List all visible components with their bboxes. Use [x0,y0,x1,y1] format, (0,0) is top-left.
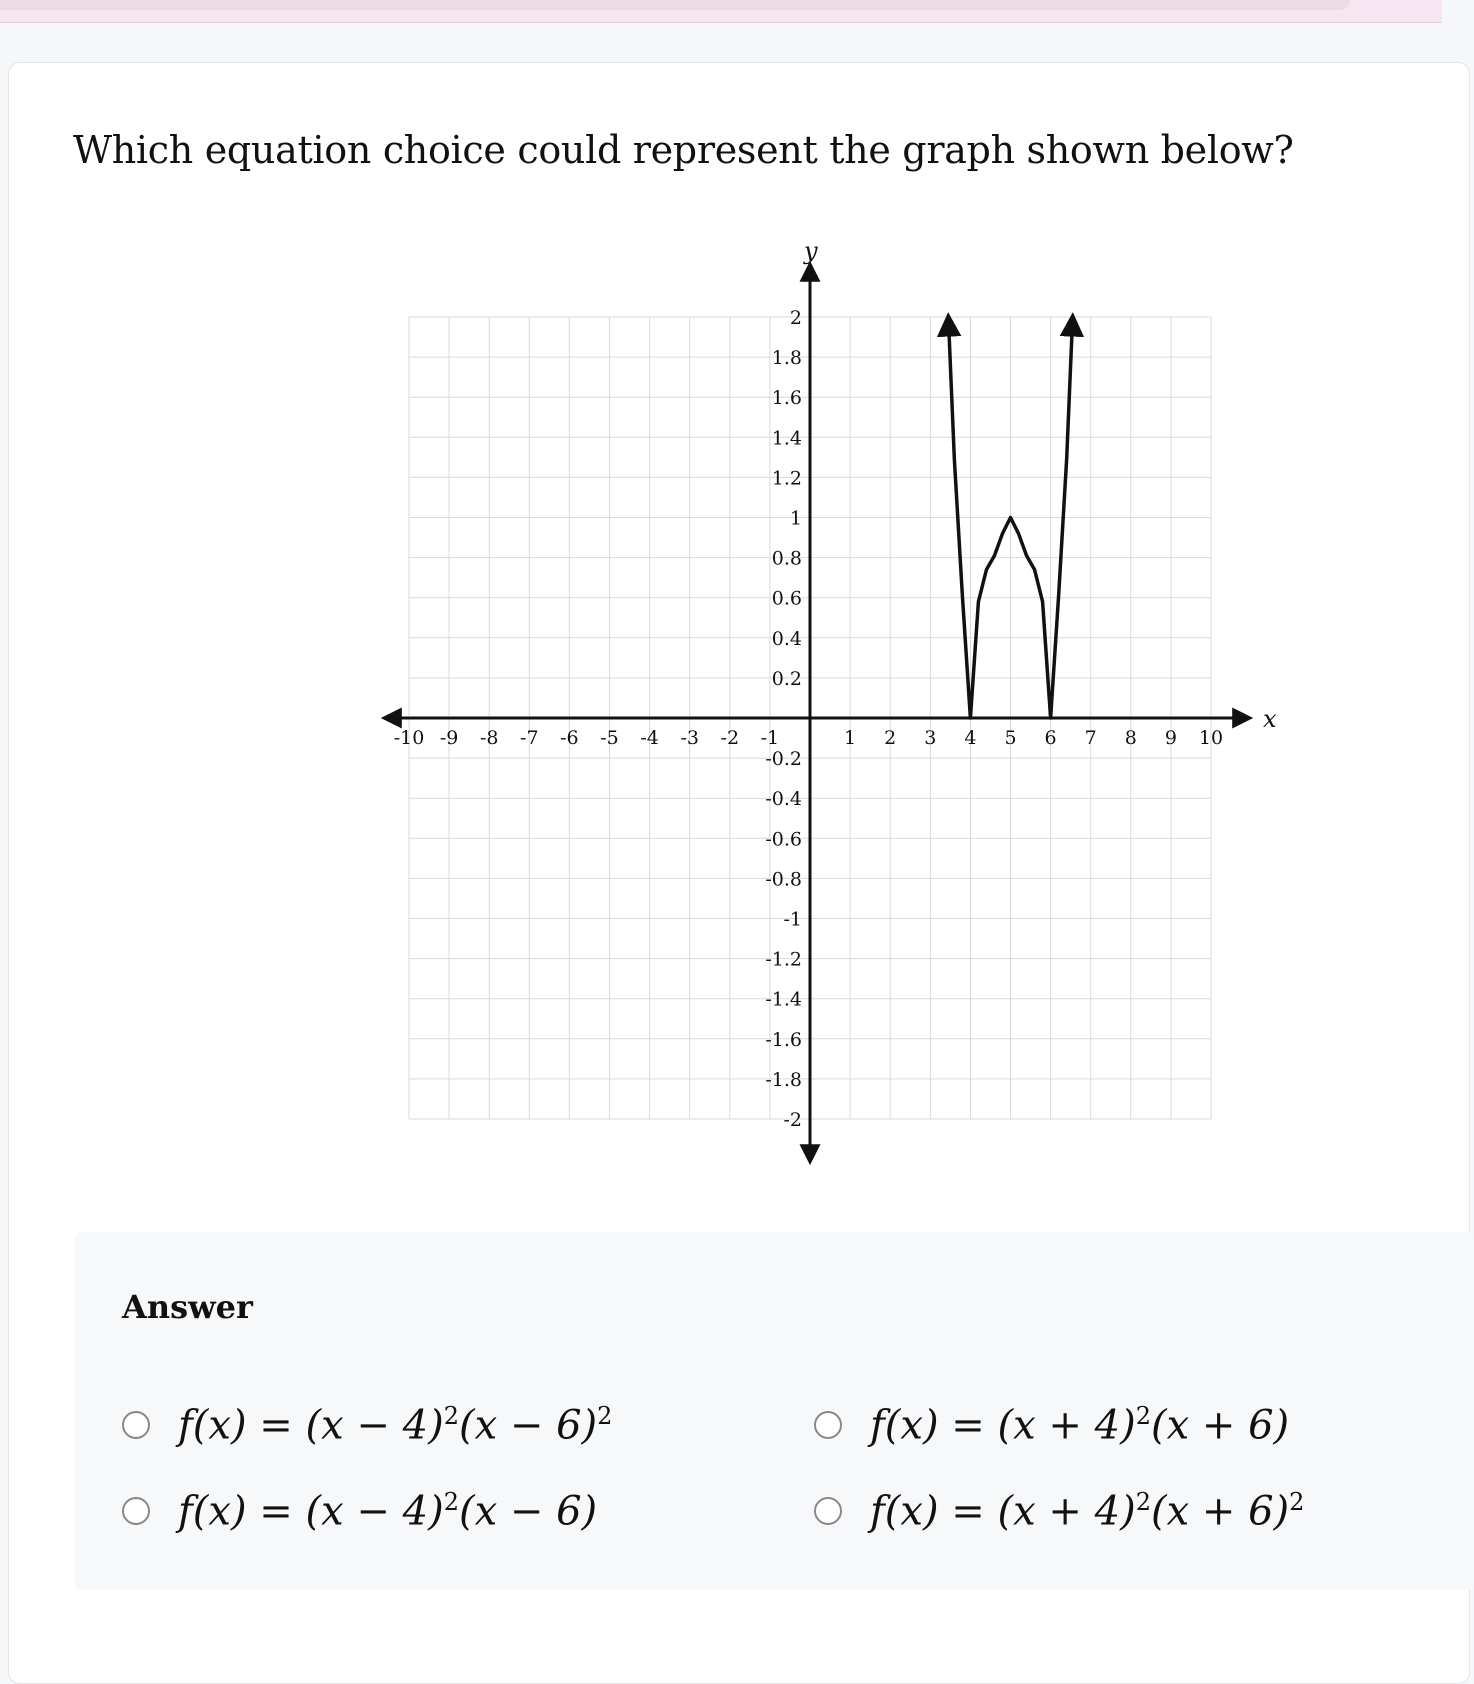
x-tick-label: 2 [884,727,897,749]
function-graph [360,237,1277,1170]
radio-button[interactable] [122,1411,150,1439]
answer-title: Answer [122,1288,253,1326]
x-tick-label: -9 [439,727,459,749]
x-tick-label: -6 [560,727,579,749]
y-tick-label: 1 [789,507,802,530]
y-axis-label: y [804,237,818,265]
y-tick-label: -1.4 [765,988,802,1011]
answer-choice-1[interactable] [122,1402,612,1448]
y-tick-label: -0.6 [765,828,802,851]
y-tick-label: 0.6 [771,587,802,610]
question-text: Which equation choice could represent the graph shown below? [73,128,1294,172]
x-tick-label: -5 [600,727,619,749]
answer-panel [74,1232,1474,1590]
x-tick-label: 1 [844,727,857,749]
answer-choice-3[interactable] [122,1488,597,1534]
y-tick-label: 1.6 [771,387,802,410]
y-tick-label: -1.6 [765,1028,802,1051]
answer-choice-2[interactable] [814,1402,1289,1448]
x-tick-label: 7 [1084,727,1097,749]
x-tick-label: -8 [479,727,499,749]
y-tick-label: 1.4 [771,427,802,450]
x-tick-label: 3 [924,727,937,749]
y-tick-label: -0.2 [765,748,802,771]
x-tick-label: -3 [680,727,699,749]
equation: $f(x) = (x - 4)^2(x - 6)$ [178,1488,598,1535]
answer-choice-4[interactable] [814,1488,1304,1534]
x-tick-label: 5 [1004,727,1017,749]
equation: $f(x) = (x - 4)^2(x - 6)^2$ [178,1402,613,1449]
y-tick-label: 1.8 [771,347,802,370]
y-tick-label: -1 [783,908,802,931]
y-tick-label: -0.4 [765,788,802,811]
x-tick-label: -2 [720,727,740,749]
x-tick-label: -7 [520,727,539,749]
equation: $f(x) = (x + 4)^2(x + 6)^2$ [870,1488,1305,1535]
x-tick-label: -1 [760,727,780,749]
y-tick-label: -2 [783,1109,802,1131]
y-tick-label: 0.8 [771,547,802,570]
top-progress-bar [0,0,1442,23]
x-tick-label: 8 [1124,727,1137,749]
y-tick-label: 0.4 [771,627,802,650]
y-tick-label: 1.2 [771,467,802,490]
x-tick-label: 4 [964,727,977,749]
x-axis-label: x [1263,705,1277,733]
radio-button[interactable] [122,1497,150,1525]
x-tick-label: -10 [393,727,425,749]
equation: $f(x) = (x + 4)^2(x + 6)$ [870,1402,1290,1449]
top-bar-fill [0,0,1350,10]
x-tick-label: 9 [1164,727,1177,749]
x-tick-label: 6 [1044,727,1057,749]
y-tick-label: 2 [789,307,802,329]
radio-button[interactable] [814,1497,842,1525]
x-tick-label: -4 [640,727,659,749]
radio-button[interactable] [814,1411,842,1439]
x-tick-label: 10 [1198,727,1224,749]
y-tick-label: -1.2 [765,948,802,971]
y-tick-label: -1.8 [765,1068,802,1091]
y-tick-label: -0.8 [765,868,802,891]
y-tick-label: 0.2 [771,667,802,690]
